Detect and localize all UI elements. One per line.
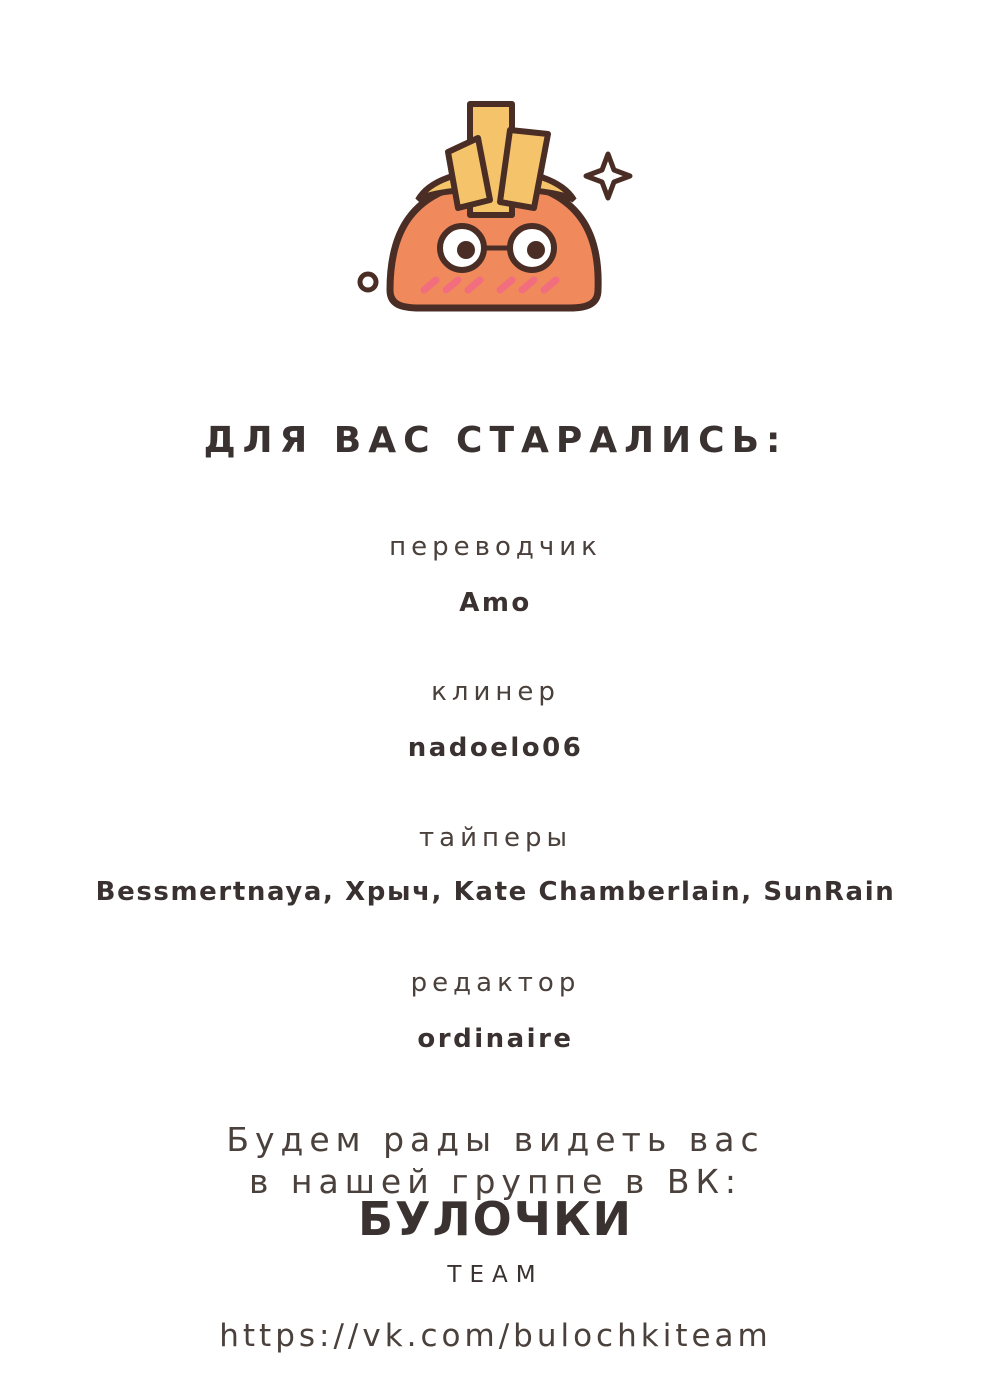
bun-mascot-icon (350, 90, 640, 320)
credit-name-cleaner: nadoelo06 (407, 733, 584, 763)
invite-line-1: Будем рады видеть вас (226, 1120, 765, 1159)
role-typers: тайперы (418, 823, 572, 853)
role-cleaner: клинер (431, 677, 560, 707)
role-editor: редактор (410, 968, 581, 998)
credit-name-editor: ordinaire (417, 1024, 574, 1054)
credit-name-translator: Amo (459, 588, 532, 618)
brand-name: БУЛОЧКИ (357, 1192, 634, 1246)
credit-name-typers: Bessmertnaya, Хрыч, Kate Chamberlain, SunRain (95, 877, 896, 907)
page-title: ДЛЯ ВАС СТАРАЛИСЬ: (203, 420, 788, 461)
role-translator: переводчик (389, 532, 602, 562)
brand-team: TEAM (447, 1262, 544, 1288)
group-link[interactable]: https://vk.com/bulochkiteam (219, 1318, 772, 1354)
invite-line-2: в нашей группе в ВК: (248, 1162, 743, 1201)
